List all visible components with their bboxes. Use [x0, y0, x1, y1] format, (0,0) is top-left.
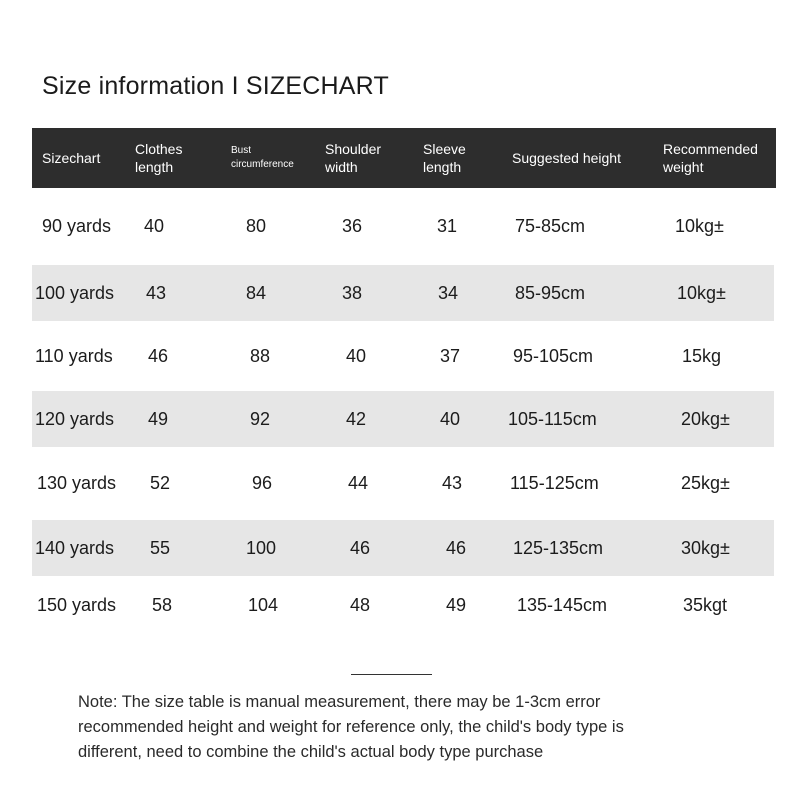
- header-suggested-height: Suggested height: [512, 150, 621, 166]
- height-cell: 115-125cm: [510, 473, 599, 493]
- bust-cell: 92: [250, 408, 271, 429]
- size-note: [78, 690, 718, 765]
- table-row: [32, 576, 774, 634]
- table-row: [32, 188, 774, 265]
- clothes-length-cell: 52: [150, 473, 171, 493]
- sleeve-cell: 31: [437, 216, 458, 236]
- bust-cell: 100: [246, 537, 277, 558]
- sleeve-cell: 40: [440, 408, 461, 429]
- clothes-length-cell: 43: [146, 282, 167, 303]
- shoulder-cell: 42: [346, 408, 367, 429]
- divider-line: [351, 674, 432, 675]
- clothes-length-cell: 40: [144, 216, 165, 236]
- clothes-length-cell: 58: [152, 594, 173, 615]
- clothes-length-cell: 55: [150, 537, 171, 558]
- table-row: [32, 321, 774, 391]
- size-cell: 90 yards: [42, 216, 112, 236]
- bust-cell: 84: [246, 282, 267, 303]
- size-cell: 120 yards: [35, 408, 115, 429]
- weight-cell: 10kg±: [675, 216, 724, 236]
- size-cell: 100 yards: [35, 282, 115, 303]
- clothes-length-cell: 46: [148, 345, 169, 366]
- size-chart-table: [32, 128, 776, 634]
- sleeve-cell: 49: [446, 594, 467, 615]
- sleeve-cell: 46: [446, 537, 467, 558]
- note-line: recommended height and weight for reference only, the child's body type is: [78, 718, 624, 736]
- weight-cell: 15kg: [682, 345, 722, 366]
- size-cell: 150 yards: [37, 594, 117, 615]
- weight-cell: 10kg±: [677, 282, 726, 303]
- size-cell: 110 yards: [35, 345, 113, 366]
- height-cell: 75-85cm: [515, 216, 586, 236]
- header-clothes-length: Clothes length: [135, 141, 183, 175]
- clothes-length-cell: 49: [148, 408, 169, 429]
- weight-cell: 35kgt: [683, 594, 728, 615]
- weight-cell: 30kg±: [681, 537, 730, 558]
- size-cell: 140 yards: [35, 537, 115, 558]
- shoulder-cell: 36: [342, 216, 363, 236]
- bust-cell: 88: [250, 345, 271, 366]
- table-header: [32, 128, 776, 188]
- header-recommended-weight: Recommended weight: [663, 141, 758, 175]
- sleeve-cell: 37: [440, 345, 461, 366]
- table-row: [32, 265, 774, 321]
- header-bust-circumference: Bust circumference: [231, 145, 294, 170]
- shoulder-cell: 38: [342, 282, 363, 303]
- sleeve-cell: 43: [442, 473, 463, 493]
- shoulder-cell: 46: [350, 537, 371, 558]
- shoulder-cell: 48: [350, 594, 371, 615]
- table-row: [32, 391, 774, 447]
- table-row: [32, 447, 774, 520]
- table-row: [32, 520, 774, 576]
- height-cell: 85-95cm: [515, 282, 586, 303]
- height-cell: 125-135cm: [513, 537, 604, 558]
- sleeve-cell: 34: [438, 282, 459, 303]
- header-sizechart: Sizechart: [42, 150, 101, 166]
- note-line: different, need to combine the child's actual body type purchase: [78, 743, 544, 761]
- weight-cell: 25kg±: [681, 473, 730, 493]
- weight-cell: 20kg±: [681, 408, 730, 429]
- note-line: Note: The size table is manual measurement, there may be 1-3cm error: [78, 693, 601, 711]
- height-cell: 135-145cm: [517, 594, 608, 615]
- bust-cell: 104: [248, 594, 279, 615]
- shoulder-cell: 44: [348, 473, 369, 493]
- height-cell: 105-115cm: [508, 408, 597, 429]
- size-cell: 130 yards: [37, 473, 117, 493]
- header-sleeve-length: Sleeve length: [423, 141, 466, 175]
- shoulder-cell: 40: [346, 345, 367, 366]
- bust-cell: 80: [246, 216, 267, 236]
- bust-cell: 96: [252, 473, 273, 493]
- header-shoulder-width: Shoulder width: [325, 141, 382, 175]
- page-title: Size information I SIZECHART: [42, 72, 389, 100]
- height-cell: 95-105cm: [513, 345, 594, 366]
